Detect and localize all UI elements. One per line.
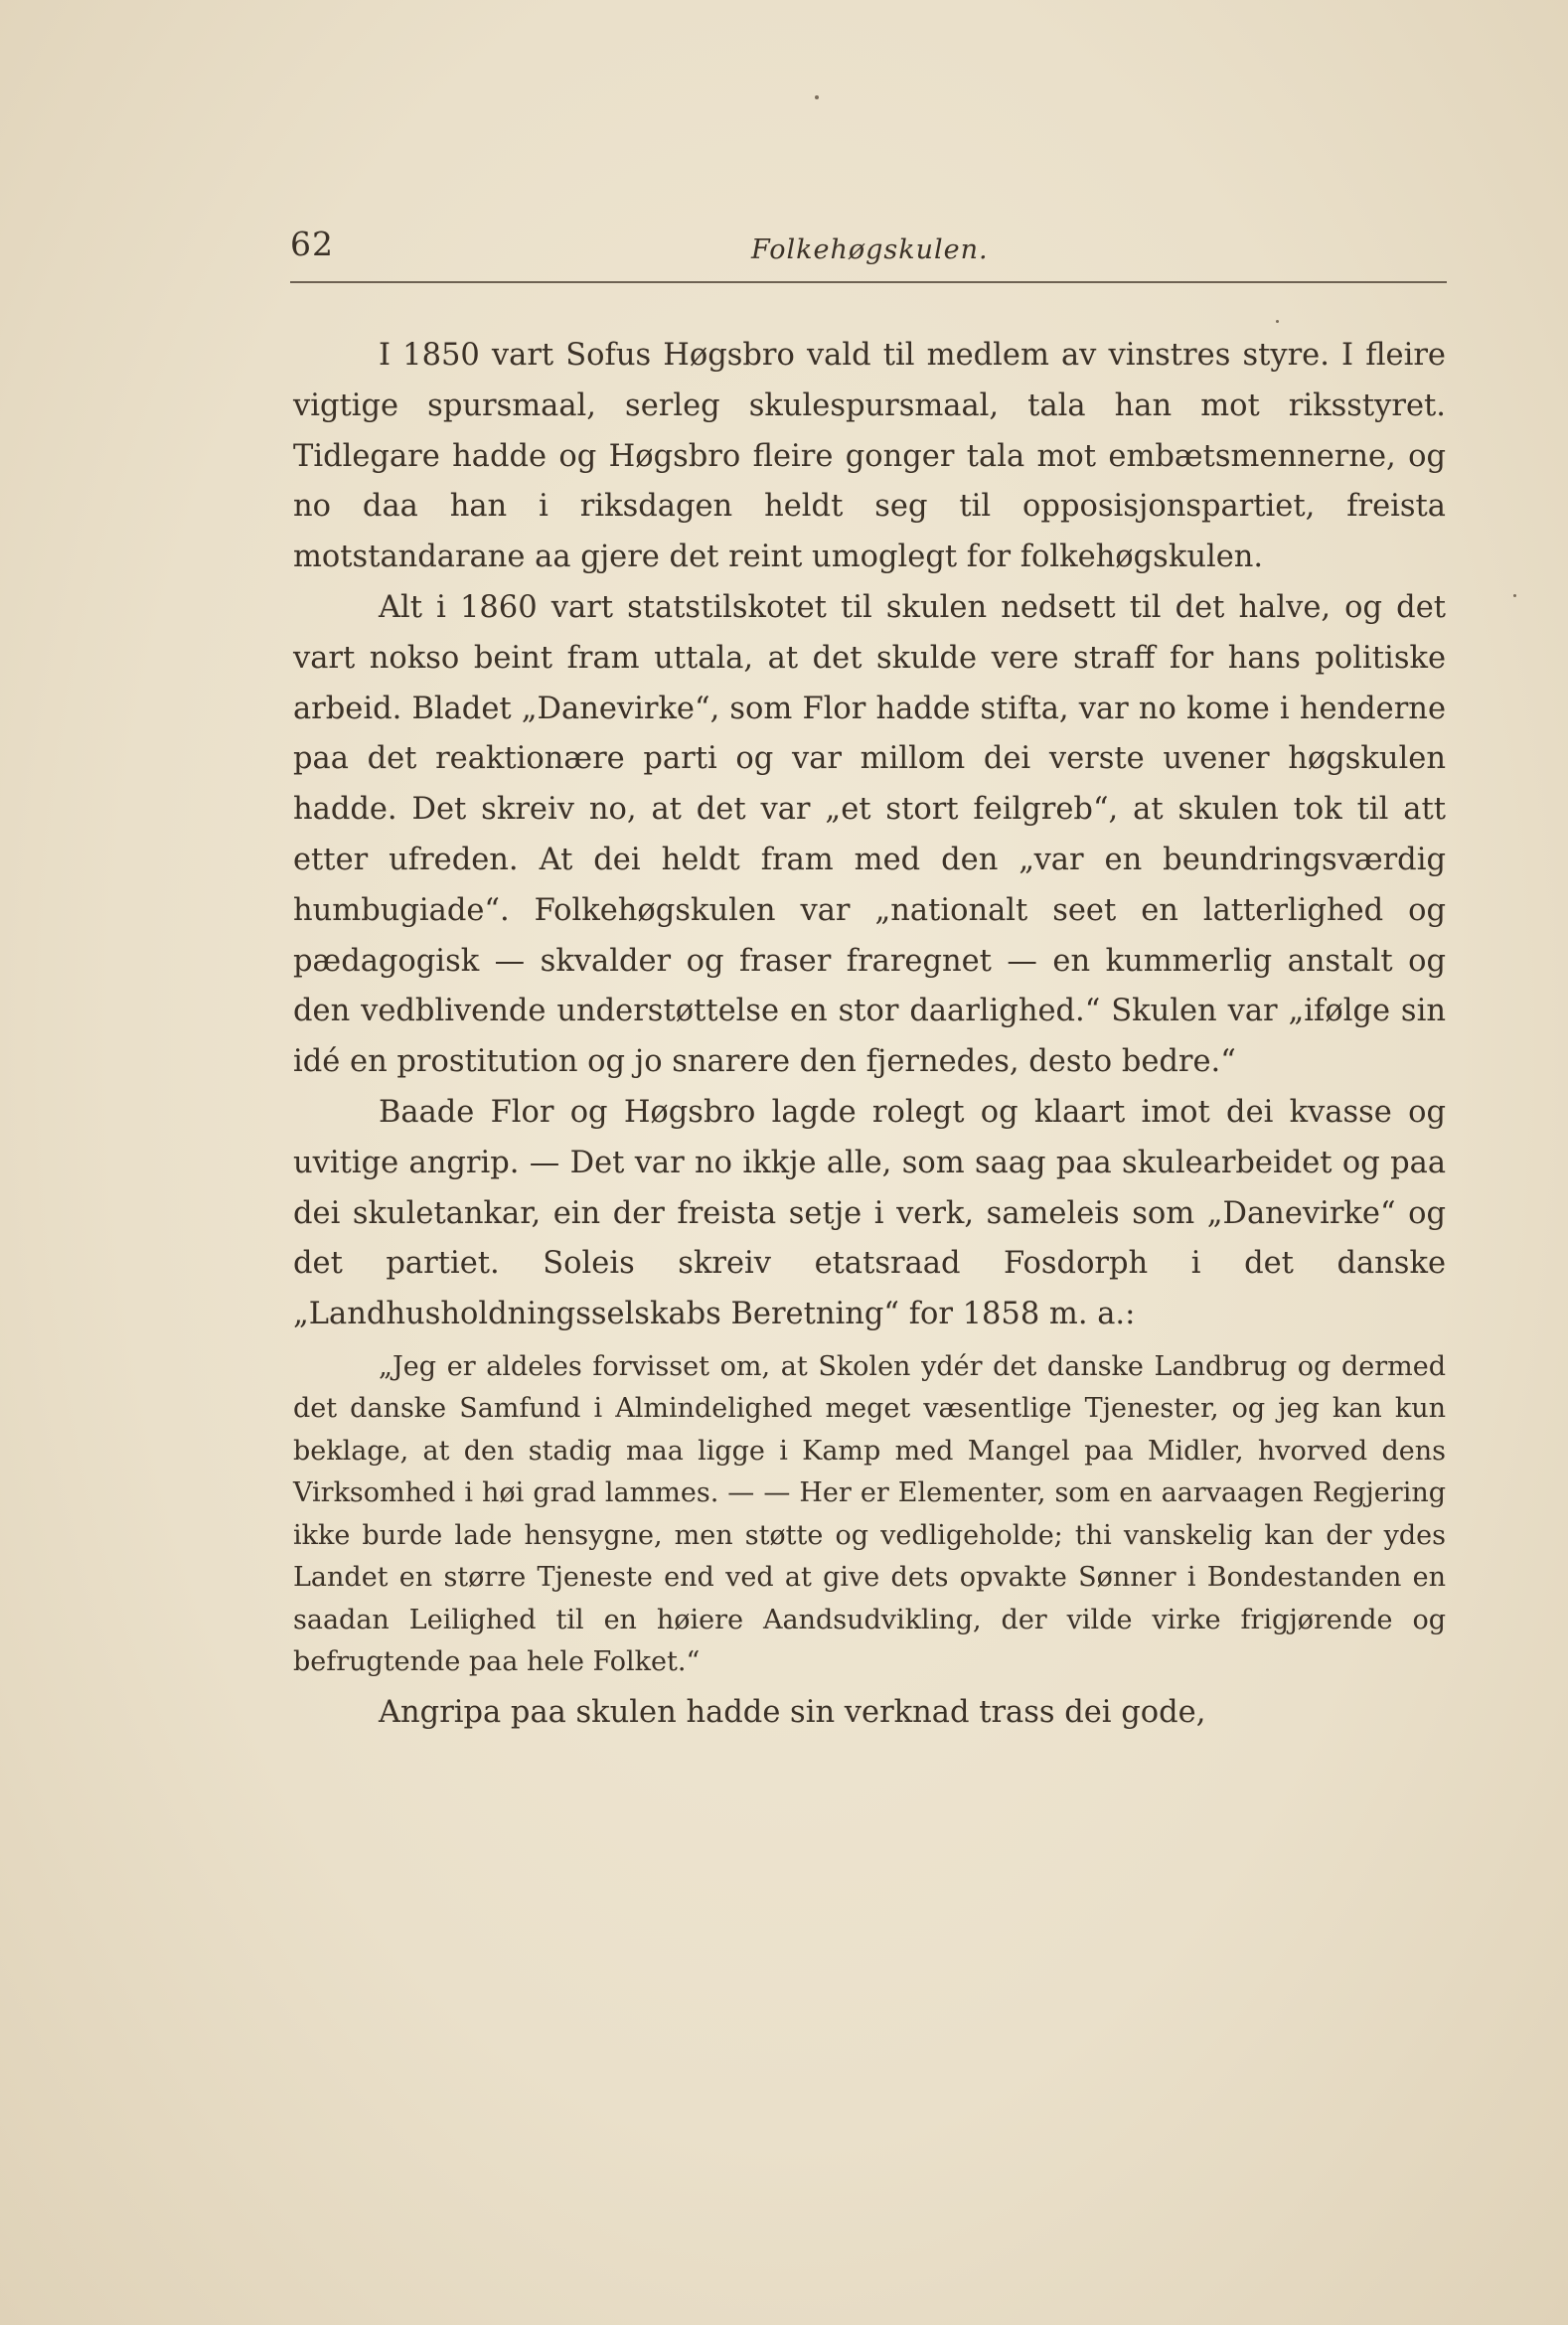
paper-speck — [1276, 320, 1279, 323]
paper-speck — [815, 95, 819, 99]
page-number: 62 — [290, 225, 334, 263]
closing-paragraph: Angripa paa skulen hadde sin verknad trass dei gode, — [379, 1694, 1206, 1730]
block-quote: „Jeg er aldeles forvisset om, at Skolen ydér det danske Landbrug og dermed det danske Samfund i Almindelighed meget væsentlige Tjenester, og jeg kan kun beklage, at den stadig maa ligge i Kamp med Mangel paa Midler, hvorved dens Virksomhed i høi grad lammes. — — Her er Elementer, som en aarvaagen Regjering ikke burde lade hensygne, men støtte og vedligeholde; thi vanskelig kan der ydes Landet en større Tjeneste end ved at give dets opvakte Sønner i Bondestanden en saadan Leilighed til en høiere Aandsudvikling, der vilde virke frigjørende og befrugtende paa hele Folket.“ — [293, 1350, 1446, 1678]
paragraph-1: I 1850 vart Sofus Høgsbro vald til medlem av vinstres styre. I fleire vigtige spursmaal, serleg skulespursmaal, tala han mot riksstyret. Tidlegare hadde og Høgsbro fleire gonger tala mot embætsmennerne, og no daa han i riksdagen heldt seg til opposisjonspartiet, freista motstandarane aa gjere det reint umoglegt for folkehøgskulen. — [293, 338, 1446, 575]
header-rule — [290, 281, 1447, 283]
paper-speck — [1513, 594, 1516, 597]
page-header — [290, 221, 1445, 284]
paragraph-2: Alt i 1860 vart statstilskotet til skulen nedsett til det halve, og det vart nokso beint fram uttala, at det skulde vere straff for hans politiske arbeid. Bladet „Danevirke“, som Flor hadde stifta, var no kome i henderne paa det reaktionære parti og var millom dei verste uvener høgskulen hadde. Det skreiv no, at det var „et stort feilgreb“, at skulen tok til att etter ufreden. At dei heldt fram med den „var en beundringsværdig humbugiade“. Folkehøgskulen var „nationalt seet en latterlighed og pædagogisk — skvalder og fraser fraregnet — en kummerlig anstalt og den vedblivende understøttelse en stor daarlighed.“ Skulen var „ifølge sin idé en prostitution og jo snarere den fjernedes, desto bedre.“ — [293, 589, 1446, 1080]
paragraph-3: Baade Flor og Høgsbro lagde rolegt og klaart imot dei kvasse og uvitige angrip. — Det var no ikkje alle, som saag paa skulearbeidet og paa dei skuletankar, ein der freista setje i verk, sameleis som „Danevirke“ og det partiet. Soleis skreiv etatsraad Fosdorph i det danske „Landhusholdningsselskabs Beretning“ for 1858 m. a.: — [293, 1094, 1446, 1332]
running-title: Folkehøgskulen. — [751, 234, 989, 265]
body-text — [293, 331, 1446, 1739]
